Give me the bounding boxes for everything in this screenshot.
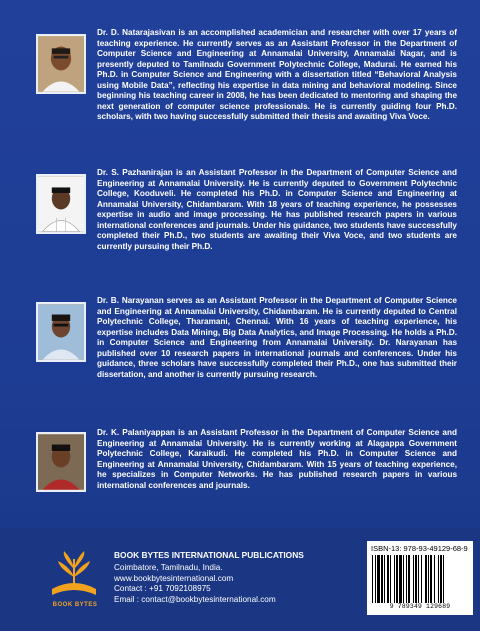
author-photo — [36, 302, 86, 362]
barcode-digits: 9 789349 129689 — [389, 603, 451, 610]
bio-text: Dr. K. Palaniyappan is an Assistant Professor in the Department of Computer Science and Engineering at Annamalai University. He is currently working at Alagappa Government Polytechnic College, Karaikudi. He completed his Ph.D. in Computer Science and Engineering at Annamalai University, Chidambaram. With 15 years of teaching experience, he specializes in Computer Networks. He has published research papers in various international conferences and journals. — [97, 428, 457, 490]
author-portrait-image — [38, 176, 84, 232]
publisher-contact: Contact : +91 7092108975 — [114, 584, 211, 594]
isbn-barcode-box — [367, 541, 473, 615]
author-portrait-image — [38, 304, 84, 360]
logo-text: BOOK BYTES — [52, 602, 98, 608]
publisher-website: www.bookbytesinternational.com — [114, 573, 234, 583]
publisher-address: Coimbatore, Tamilnadu, India. — [114, 563, 223, 572]
bio-text: Dr. B. Narayanan serves as an Assistant Professor in the Department of Computer Science and Engineering at Annamalai University, Chidambaram. He is currently deputed to Central Polytechnic College, Tharamani, Chennai. With 16 years of teaching experience, his expertise includes Data Mining, Big Data Analytics, and Image Processing. He holds a Ph.D. in Computer Science and Engineering from Annamalai University. Dr. Narayanan has published over 10 research papers in international journals and conferences. Under his guidance, three scholars have successfully completed their Ph.D., one has submitted their dissertation, and another is currently pursuing research. — [97, 296, 457, 379]
author-photo — [36, 34, 86, 94]
book-bytes-logo-icon — [44, 547, 104, 607]
bio-text: Dr. D. Natarajasivan is an accomplished academician and researcher with over 17 years of teaching experience. He currently serves as an Assistant Professor in the Department of Computer Science and Engineering at Annamalai University, Annamalai Nagar, and is presently deputed to Tamilnadu Government Polytechnic College, Madurai. He earned his Ph.D. in Computer Science and Engineering with a dissertation titled “Behavioral Analysis using Mobile Data”, reflecting his expertise in data mining and behavioral modeling. Since beginning his teaching career in 2008, he has been dedicated to mentoring and shaping the next generation of computer science professionals. He is currently guiding four Ph.D. scholars, with two having successfully submitted their thesis and awaiting Viva Voce. — [97, 28, 457, 122]
author-portrait-image — [38, 36, 84, 92]
publisher-email: Email : contact@bookbytesinternational.com — [114, 594, 276, 604]
bio-text: Dr. S. Pazhanirajan is an Assistant Professor in the Department of Computer Science and Engineering at Annamalai University. He is currently deputed to Government Polytechnic College, Kooduveli. He completed his Ph.D. in Computer Science and Engineering at Annamalai University, Chidambaram. With 18 years of teaching experience, he possesses expertise in audio and image processing. He has published research papers in various international conferences and journals. Under his guidance, two students have successfully completed their Ph.D., two students are awaiting their Viva Voce, and two students are currently pursuing their Ph.D. — [97, 168, 457, 251]
author-portrait-image — [38, 434, 84, 490]
author-photo — [36, 432, 86, 492]
publisher-info — [114, 550, 344, 605]
publisher-name: BOOK BYTES INTERNATIONAL PUBLICATIONS — [114, 550, 304, 560]
author-photo — [36, 174, 86, 234]
barcode-image — [371, 555, 469, 603]
isbn-label: ISBN-13: 978-93-49129-68-9 — [371, 544, 468, 553]
